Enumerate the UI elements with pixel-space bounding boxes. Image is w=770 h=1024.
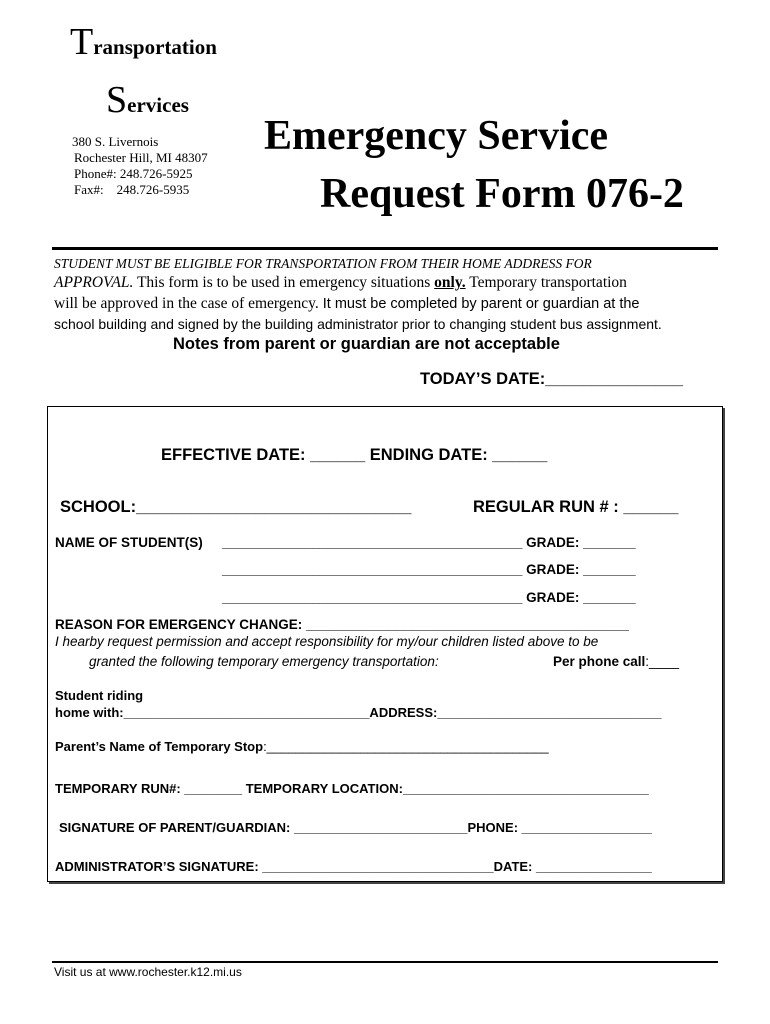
- temporary-stop-blank: :_______________________________________: [263, 739, 549, 754]
- address-block: [72, 134, 208, 198]
- notes-warning: Notes from parent or guardian are not acceptable: [173, 335, 560, 353]
- school-field[interactable]: SCHOOL:______________________________: [60, 498, 412, 516]
- riding-home-label: Student riding: [55, 688, 144, 703]
- approval-text: will be approved in the case of emergency.: [54, 295, 319, 312]
- student-name-row-1[interactable]: ________________________________________ GRADE: _______: [222, 535, 636, 550]
- student-name-label: NAME OF STUDENT(S): [55, 535, 203, 550]
- footer-divider: [52, 961, 718, 963]
- approval-word: APPROVAL.: [54, 274, 134, 291]
- footer-website: Visit us at www.rochester.k12.mi.us: [54, 965, 242, 979]
- page-title-line-2: Request Form 076-2: [320, 171, 684, 217]
- riding-home-address-field[interactable]: home with:__________________________________ADDRESS:_______________________________: [55, 705, 662, 720]
- parent-signature-phone-field[interactable]: SIGNATURE OF PARENT/GUARDIAN: ________________________PHONE: __________________: [59, 820, 652, 835]
- address-line-1: 380 S. Livernois: [72, 134, 159, 149]
- fax-label: Fax#:: [74, 182, 104, 197]
- permission-statement-1: I hearby request permission and accept responsibility for my/our children listed above to be: [55, 634, 599, 649]
- phone-value: 248.726-5925: [119, 166, 193, 181]
- temporary-stop-field[interactable]: [55, 739, 549, 754]
- completion-text: It must be completed by parent or guardian at the: [318, 296, 640, 312]
- logo-s-rest: ervices: [127, 93, 189, 117]
- effective-ending-dates[interactable]: EFFECTIVE DATE: ______ ENDING DATE: ______: [161, 446, 548, 464]
- signature-notice: school building and signed by the building administrator prior to changing student bus assignment.: [54, 316, 662, 332]
- fax-row: [72, 182, 208, 198]
- usage-text: This form is to be used in emergency situations: [133, 274, 435, 291]
- per-phone-call-blank: :____: [645, 654, 680, 669]
- logo-t-letter: T: [70, 21, 94, 63]
- usage-text-end: Temporary transportation: [465, 274, 627, 291]
- permission-statement-2: granted the following temporary emergency transportation:: [89, 654, 439, 669]
- temporary-run-location-field[interactable]: TEMPORARY RUN#: ________ TEMPORARY LOCATION:__________________________________: [55, 781, 649, 796]
- header-divider: [52, 247, 718, 250]
- logo-s-letter: S: [106, 79, 128, 121]
- fax-value: 248.726-5935: [116, 182, 190, 197]
- logo-t-rest: ransportation: [93, 35, 217, 59]
- phone-row: [72, 166, 208, 182]
- logo-services: [106, 78, 189, 122]
- per-phone-call-field[interactable]: [553, 654, 679, 669]
- temporary-stop-label: Parent’s Name of Temporary Stop: [55, 739, 264, 754]
- admin-signature-date-field[interactable]: ADMINISTRATOR’S SIGNATURE: ________________________________DATE: ________________: [55, 859, 652, 874]
- usage-notice: [54, 274, 627, 292]
- reason-field[interactable]: REASON FOR EMERGENCY CHANGE: ___________________________________________: [55, 617, 629, 632]
- eligibility-notice: STUDENT MUST BE ELIGIBLE FOR TRANSPORTATION FROM THEIR HOME ADDRESS FOR: [54, 256, 592, 271]
- student-name-row-2[interactable]: ________________________________________ GRADE: _______: [222, 562, 636, 577]
- phone-label: Phone#:: [74, 166, 117, 181]
- approval-notice: [54, 295, 640, 313]
- student-name-row-3[interactable]: ________________________________________ GRADE: _______: [222, 590, 636, 605]
- regular-run-field[interactable]: REGULAR RUN # : ______: [473, 498, 679, 516]
- page-title-line-1: Emergency Service: [264, 113, 609, 159]
- address-line-2: Rochester Hill, MI 48307: [74, 150, 208, 165]
- only-emphasis: only.: [434, 274, 466, 291]
- per-phone-call-label: Per phone call: [553, 654, 646, 669]
- todays-date-field[interactable]: TODAY’S DATE:_______________: [420, 370, 683, 388]
- logo-transportation: [70, 20, 217, 64]
